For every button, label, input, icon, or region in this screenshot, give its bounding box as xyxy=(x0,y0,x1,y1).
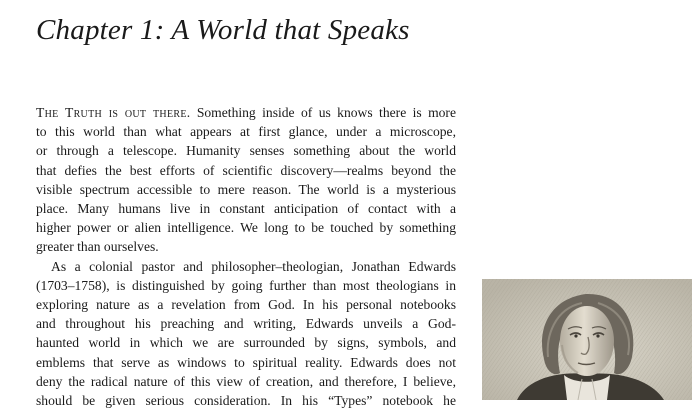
first-line-rest: Something inside of us knows there is more xyxy=(190,105,456,120)
text-line: place. Many humans live in constant anticipation of contact with a xyxy=(36,201,456,217)
text-line-indented: As a colonial pastor and philosopher–theologian, Jonathan Edwards xyxy=(51,258,456,274)
text-line: that defies the best efforts of scientific discovery—realms beyond the xyxy=(36,162,456,178)
lead-in-small-caps: The Truth is out there. xyxy=(36,105,191,120)
text-line: emblems that serve as windows to spiritual reality. Edwards does not xyxy=(36,354,456,370)
chapter-title: Chapter 1: A World that Speaks xyxy=(36,14,410,46)
paragraph-1-line-1 xyxy=(36,103,456,122)
text-line: visible spectrum accessible to mere reason. The world is a mysterious xyxy=(36,181,456,197)
text-line: should be given serious consideration. In his “Types” notebook he xyxy=(36,393,456,409)
portrait-drawing xyxy=(482,279,692,400)
text-line: deny the radical nature of this view of creation, and therefore, I believe, xyxy=(36,373,456,389)
text-line: (1703–1758), is distinguished by going further than most theologians in xyxy=(36,277,456,293)
text-line: to this world than what appears at first glance, under a microscope, xyxy=(36,124,456,140)
text-line: higher power or alien intelligence. We long to be touched by something xyxy=(36,220,456,236)
text-line: and throughout his preaching and writing, Edwards unveils a God- xyxy=(36,316,456,332)
text-line: haunted world in which we are surrounded by signs, symbols, and xyxy=(36,335,456,351)
text-line: or through a telescope. Humanity senses something about the world xyxy=(36,143,456,159)
text-line-last: greater than ourselves. xyxy=(36,239,159,255)
paragraph-1 xyxy=(36,103,456,257)
body-text xyxy=(36,103,456,410)
portrait-engraving xyxy=(482,279,692,400)
paragraph-2 xyxy=(36,257,456,410)
text-line: exploring nature as a revelation from God. In his personal notebooks xyxy=(36,297,456,313)
